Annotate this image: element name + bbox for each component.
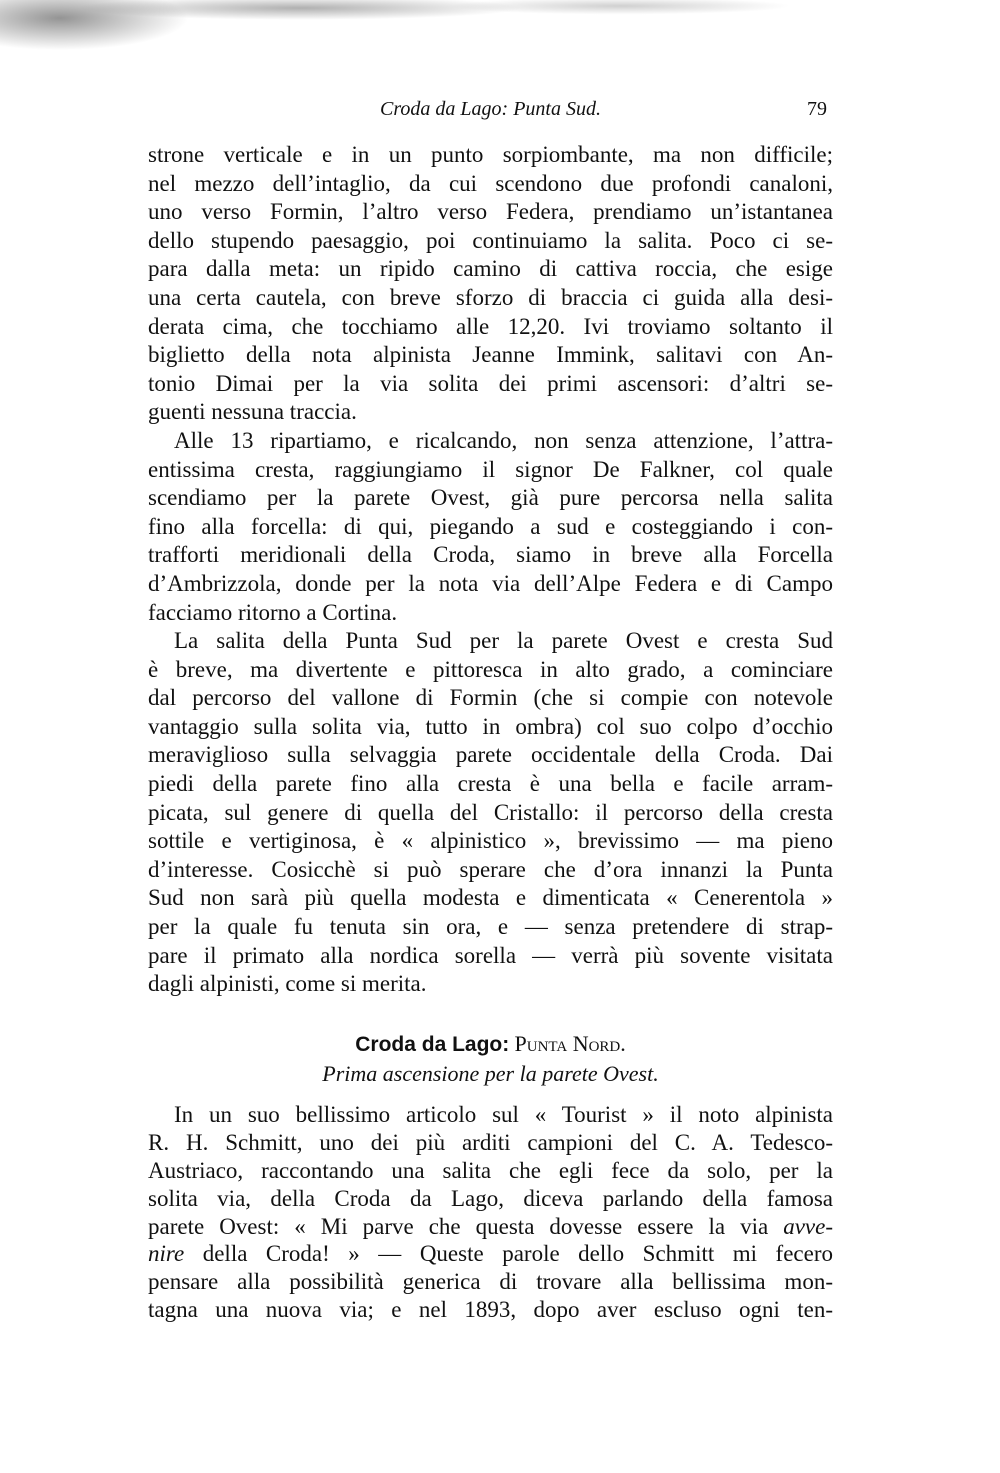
paragraph [148,427,833,627]
text-line: dagli alpinisti, come si merita. [148,971,427,997]
text-line: La salita della Punta Sud per la parete Ovest e cresta Sud [174,628,833,653]
text-line: In un suo bellissimo articolo sul « Tourist » il noto alpinista [174,1102,833,1127]
text-line: trafforti meridionali della Croda, siamo in breve alla Forcella [148,542,833,568]
text-line: picata, sul genere di quella del Cristallo: il percorso della cresta [148,799,833,825]
italic-run: avve- [783,1213,833,1239]
text-line: Sud non sarà più quella modesta e dimenticata « Cenerentola » [148,885,833,911]
text-line: sottile e vertiginosa, è « alpinistico », brevissimo — ma pieno [148,828,833,854]
text-line: nel mezzo dell’intaglio, da cui scendono due profondi canaloni, [148,170,833,196]
text-run: della Croda! » — Queste parole dello Schmitt mi fecero [184,1241,833,1267]
text-line: pare il primato alla nordica sorella — verrà più sovente visitata [148,942,833,968]
page-number: 79 [807,98,827,120]
text-line: strone verticale e in un punto sorpiombante, ma non difficile; [148,142,833,167]
text-line: derata cima, che tocchiamo alle 12,20. Ivi troviamo soltanto il [148,313,833,339]
text-line: d’interesse. Cosicchè si può sperare che d’ora innanzi la Punta [148,856,833,882]
italic-run: nire [148,1241,185,1267]
scan-artifact [0,0,880,90]
text-line: piedi della parete fino alla cresta è una bella e facile arram- [148,770,833,796]
running-title: Croda da Lago: Punta Sud. [380,98,601,120]
text-line: fino alla forcella: di qui, piegando a sud e costeggiando i con- [148,513,833,539]
text-line: tagna una nuova via; e nel 1893, dopo aver escluso ogni ten- [148,1297,833,1323]
text-line: guenti nessuna traccia. [148,399,357,425]
text-line: para dalla meta: un ripido camino di cattiva roccia, che esige [148,256,833,282]
paragraph [148,1101,833,1324]
text-line: uno verso Formin, l’altro verso Federa, prendiamo un’istantanea [148,199,833,225]
paragraph [148,627,833,999]
text-line: per la quale fu tenuta sin ora, e — senza pretendere di strap- [148,913,833,939]
text-line [148,1213,833,1241]
text-line: pensare alla possibilità generica di trovare alla bellissima mon- [148,1269,833,1295]
text-line: solita via, della Croda da Lago, diceva parlando della famosa [148,1185,833,1211]
text-line: vantaggio sulla solita via, tutto in ombra) col suo colpo d’occhio [148,713,833,739]
section-heading [148,1031,833,1057]
section-subtitle: Prima ascensione per la parete Ovest. [322,1061,659,1086]
running-head [148,98,833,126]
text-line [148,1240,833,1268]
text-line: biglietto della nota alpinista Jeanne Immink, salitavi con An- [148,342,833,368]
section-heading-smallcaps: Punta Nord. [514,1031,626,1056]
text-line: è breve, ma divertente e pittoresca in alto grado, a cominciare [148,656,833,682]
text-line: Alle 13 ripartiamo, e ricalcando, non senza attenzione, l’attra- [174,428,833,453]
text-line: dal percorso del vallone di Formin (che si compie con notevole [148,685,833,711]
text-line: una certa cautela, con breve sforzo di braccia ci guida alla desi- [148,284,833,310]
text-line: facciamo ritorno a Cortina. [148,599,398,625]
text-line: scendiamo per la parete Ovest, già pure percorsa nella salita [148,485,833,511]
text-line: dello stupendo paesaggio, poi continuiamo la salita. Poco ci se- [148,227,833,253]
text-line: d’Ambrizzola, donde per la nota via dell’Alpe Federa e di Campo [148,570,833,596]
paragraph [148,141,833,427]
text-run: parete Ovest: « Mi parve che questa dovesse essere la via [148,1213,784,1239]
text-line: entissima cresta, raggiungiamo il signor De Falkner, col quale [148,456,833,482]
text-line: meraviglioso sulla selvaggia parete occidentale della Croda. Dai [148,742,833,768]
section-heading-main: Croda da Lago: [355,1033,510,1056]
text-line: tonio Dimai per la via solita dei primi ascensori: d’altri se- [148,370,833,396]
text-line: R. H. Schmitt, uno dei più arditi campioni del C. A. Tedesco- [148,1129,833,1155]
text-line: Austriaco, raccontando una salita che egli fece da solo, per la [148,1157,833,1183]
